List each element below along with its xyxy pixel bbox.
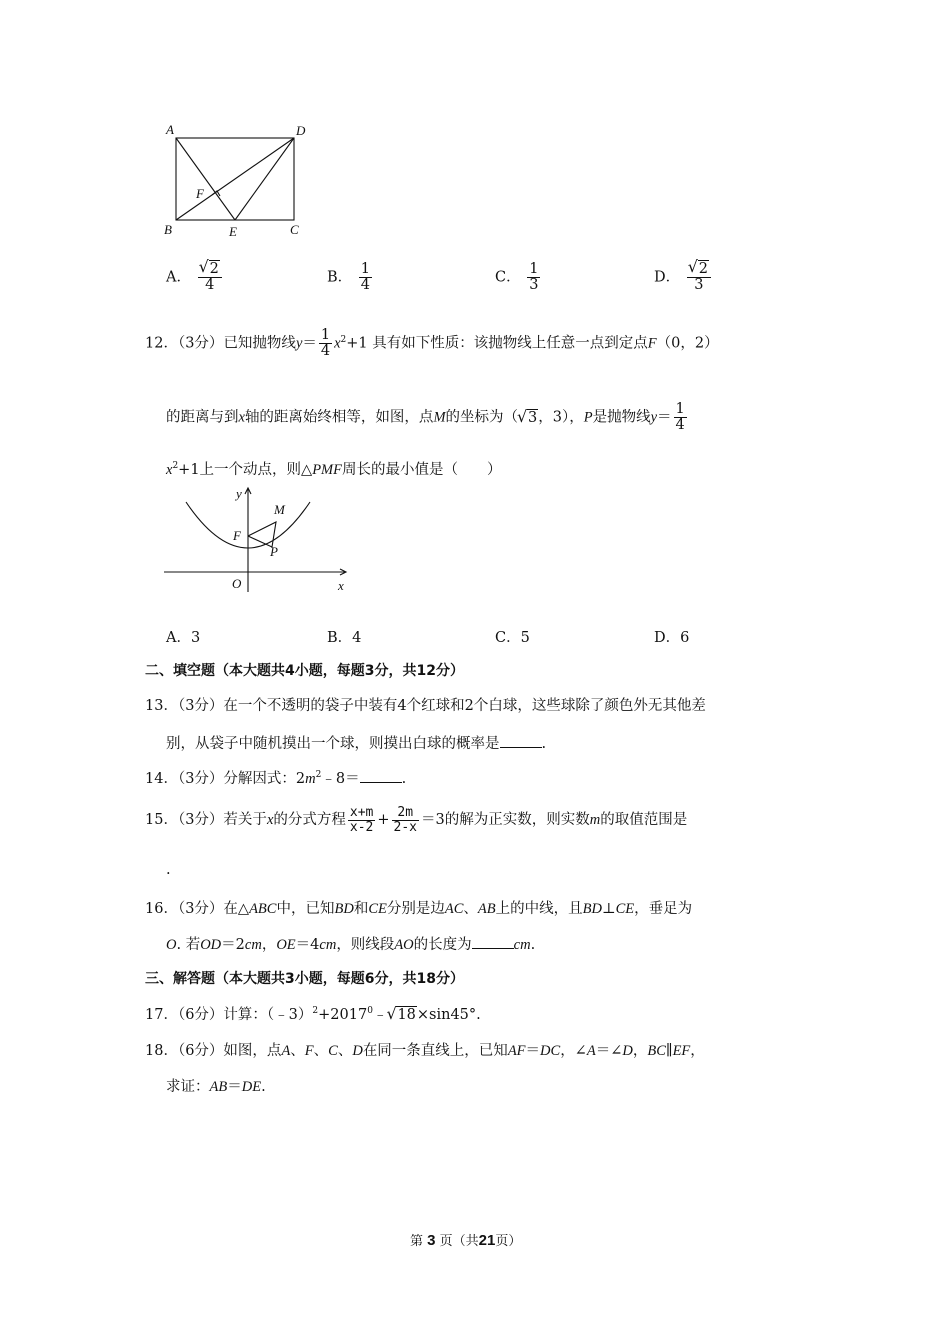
label-A: A	[166, 122, 174, 137]
q13-line-1: 13．（3分）在一个不透明的袋子中装有4个红球和2个白球，这些球除了颜色外无其他差	[145, 698, 706, 714]
page-footer: 第 3 页（共21页）	[410, 1232, 522, 1249]
q11-option-b[interactable]: B． $\frac{1}{4}$	[327, 261, 370, 294]
q14: 14．（3分）分解因式：$2m^2﹣8=$ .	[145, 770, 407, 787]
label-D: D	[296, 123, 306, 138]
q12-line-1: 12．（3分）已知抛物线y＝ $\frac{1}{4}$ $x^2+1$ 具有如下性质：该抛物线上任意一点到定点F（0，2）	[145, 327, 719, 360]
q11-option-a[interactable]: A． √ $\frac{2}{4}$	[166, 262, 224, 293]
q17: 17．（6分）计算：$(﹣3)^2+2017^0﹣√$ 18×sin45°.	[145, 1003, 481, 1024]
label-y: y	[236, 486, 242, 501]
q13-line-2: 别，从袋子中随机摸出一个球，则摸出白球的概率是 .	[166, 736, 547, 752]
label-C: C	[290, 222, 299, 237]
q12-option-b[interactable]: B．4	[327, 630, 362, 646]
label-F: F	[196, 186, 204, 201]
q12-option-a[interactable]: A．3	[166, 630, 201, 646]
q12-line-2: 的距离与到x轴的距离始终相等，如图，点M的坐标为（√ 3，3），P是抛物线y＝ $\frac{1}{4}$	[166, 402, 689, 433]
label-P: P	[270, 544, 278, 559]
answer-blank[interactable]	[472, 936, 514, 949]
q15-blank-dot: .	[166, 862, 171, 878]
section-3-heading: 三、解答题（本大题共3小题，每题6分，共18分）	[145, 971, 464, 987]
segment-DE	[235, 138, 294, 220]
section-2-heading: 二、填空题（本大题共4小题，每题3分，共12分）	[145, 663, 464, 679]
label-x: x	[338, 578, 344, 593]
q12-option-c[interactable]: C．5	[495, 630, 530, 646]
label-O: O	[232, 576, 242, 591]
q12-option-d[interactable]: D．6	[654, 630, 690, 646]
answer-blank[interactable]	[360, 770, 402, 783]
q12-line-3: $x^2+1$上一个动点，则△PMF周长的最小值是（ ）	[166, 461, 502, 478]
q18-line-1: 18．（6分）如图，点A、F、C、D在同一条直线上，已知AF＝DC，∠A＝∠D，BC∥EF，	[145, 1043, 705, 1059]
q11-option-d[interactable]: D． √ $\frac{2}{3}$	[654, 262, 713, 293]
label-E: E	[229, 224, 237, 239]
q15: 15．（3分）若关于x的分式方程 $\frac{x+m}{x-2}$ + $\frac{2m}{2-x}$ ＝3的解为正实数，则实数m的取值范围是	[145, 805, 688, 835]
segment-BD	[176, 138, 294, 220]
parabola-figure	[160, 484, 360, 596]
q16-line-1: 16．（3分）在△ABC中，已知BD和CE分别是边AC、AB上的中线，且BD⊥CE，垂足为	[145, 901, 693, 917]
q18-line-2: 求证：AB＝DE.	[166, 1079, 266, 1095]
label-B: B	[164, 222, 172, 237]
total-pages: 21	[478, 1232, 496, 1249]
answer-blank[interactable]	[500, 735, 542, 748]
label-F: F	[233, 528, 241, 543]
q11-option-c[interactable]: C． $\frac{1}{3}$	[495, 261, 539, 294]
page-number: 3	[427, 1232, 436, 1249]
q16-line-2: O. 若OD＝2cm，OE＝4cm，则线段AO的长度为 cm.	[166, 937, 536, 953]
label-M: M	[274, 502, 285, 517]
rectangle-figure	[160, 118, 310, 243]
segment-AE	[176, 138, 235, 220]
